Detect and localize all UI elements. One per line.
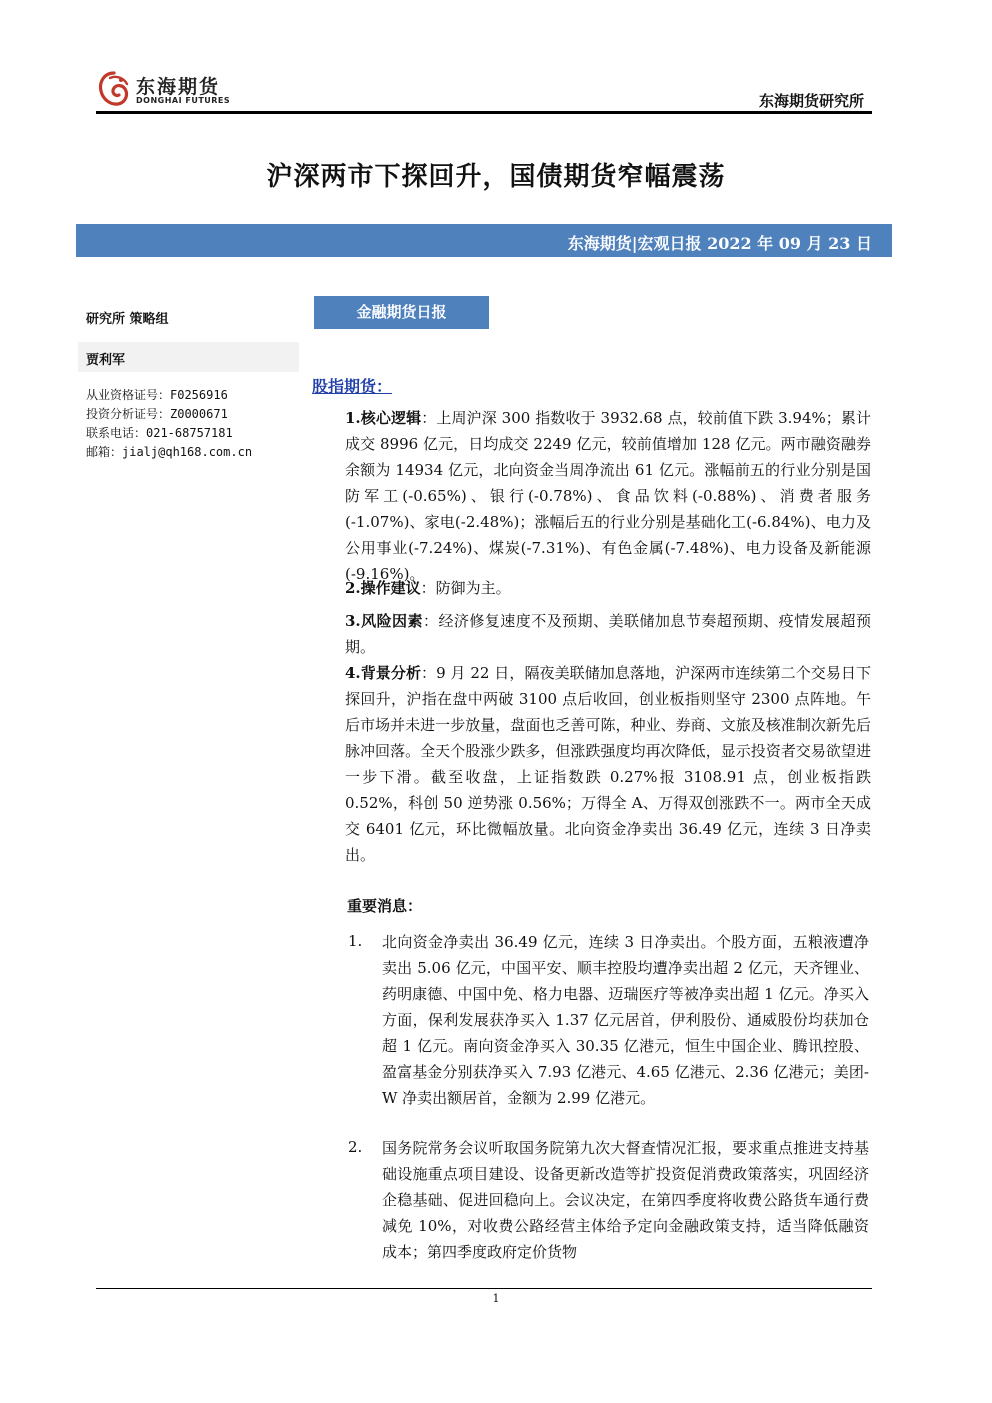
- paragraph-label: 3.风险因素: [345, 612, 423, 630]
- important-news-heading: 重要消息：: [347, 897, 423, 915]
- paragraph-label: 4.背景分析: [345, 664, 422, 682]
- footer-divider: [96, 1288, 872, 1289]
- news-item-text: 国务院常务会议听取国务院第九次大督查情况汇报，要求重点推进支持基础设施重点项目建设、设备更新改造等扩投资促消费政策落实，巩固经济企稳基础、促进回稳向上。会议决定，在第四季度将收费公路货车通行费减免 10%，对收费公路经营主体给予定向金融政策支持，适当降低融资成本；第四季度政府定价货物: [382, 1139, 869, 1261]
- risk-factors-paragraph: [345, 608, 871, 660]
- author-name: 贾利军: [86, 353, 126, 368]
- donghai-logo-icon: [96, 70, 132, 108]
- page-number: 1: [492, 1292, 500, 1305]
- report-banner-text: 东海期货|宏观日报 2022 年 09 月 23 日: [567, 234, 872, 253]
- report-banner: [76, 224, 892, 257]
- team-label: 研究所 策略组: [86, 312, 169, 327]
- paragraph-text: ：上周沪深 300 指数收于 3932.68 点，较前值下跌 3.94%；累计成交 8996 亿元，日均成交 2249 亿元，较前值增加 128 亿元。两市融资融券余额为 14934 亿元，北向资金当周净流出 61 亿元。涨幅前五的行业分别是国防军工(-0.65%)、银行(-0.78%)、食品饮料(-0.88%)、消费者服务(-1.07%)、家电(-2.48%)；涨幅后五的行业分别是基础化工(-6.84%)、电力及公用事业(-7.24%)、煤炭(-7.31%)、有色金属(-7.48%)、电力设备及新能源(-9.16%)。: [345, 409, 871, 583]
- header-divider: [96, 111, 872, 114]
- news-item-number: 2.: [348, 1138, 363, 1156]
- paragraph-text: ：防御为主。: [420, 579, 511, 597]
- logo-text-cn: 东海期货: [136, 76, 221, 98]
- company-logo: [96, 70, 236, 110]
- news-item-text: 北向资金净卖出 36.49 亿元，连续 3 日净卖出。个股方面，五粮液遭净卖出 5.06 亿元，中国平安、顺丰控股均遭净卖出超 2 亿元，天齐锂业、药明康德、中国中免、格力电器、迈瑞医疗等被净卖出超 1 亿元。净买入方面，保利发展获净买入 1.37 亿元居首，伊利股份、通威股份均获加仓超 1 亿元。南向资金净买入 30.35 亿港元，恒生中国企业、腾讯控股、盈富基金分别获净买入 7.93 亿港元、4.65 亿港元、2.36 亿港元；美团-W 净卖出额居首，金额为 2.99 亿港元。: [382, 933, 869, 1107]
- report-title: 沪深两市下探回升，国债期货窄幅震荡: [266, 162, 726, 192]
- license-number: 从业资格证号：F0256916: [86, 388, 228, 402]
- logo-text-en: DONGHAI FUTURES: [136, 96, 231, 105]
- background-analysis-paragraph: [345, 660, 871, 868]
- paragraph-text: ：9 月 22 日，隔夜美联储加息落地，沪深两市连续第二个交易日下探回升，沪指在盘中两破 3100 点后收回，创业板指则坚守 2300 点阵地。午后市场并未进一步放量，盘面也乏善可陈，种业、券商、文旅及核准制次新先后脉冲回落。全天个股涨少跌多，但涨跌强度均再次降低，显示投资者交易欲望进一步下滑。截至收盘，上证指数跌 0.27%报 3108.91 点，创业板指跌 0.52%，科创 50 逆势涨 0.56%；万得全 A、万得双创涨跌不一。两市全天成交 6401 亿元，环比微幅放量。北向资金净卖出 36.49 亿元，连续 3 日净卖出。: [345, 664, 871, 864]
- email-address: 邮箱：jialj@qh168.com.cn: [86, 445, 253, 459]
- paragraph-text: ：经济修复速度不及预期、美联储加息节奏超预期、疫情发展超预期。: [345, 612, 871, 656]
- section-tab: 金融期货日报: [314, 296, 489, 329]
- stock-index-futures-heading: 股指期货：: [312, 377, 393, 396]
- operation-advice-paragraph: [345, 575, 871, 601]
- author-contacts: [86, 386, 252, 462]
- analyst-license-number: 投资分析证号：Z0000671: [86, 407, 228, 421]
- news-item-number: 1.: [348, 932, 363, 950]
- phone-number: 联系电话：021-68757181: [86, 426, 233, 440]
- paragraph-label: 1.核心逻辑: [345, 409, 422, 427]
- paragraph-label: 2.操作建议: [345, 579, 421, 597]
- header-org-name: 东海期货研究所: [758, 92, 864, 110]
- core-logic-paragraph: [345, 405, 871, 587]
